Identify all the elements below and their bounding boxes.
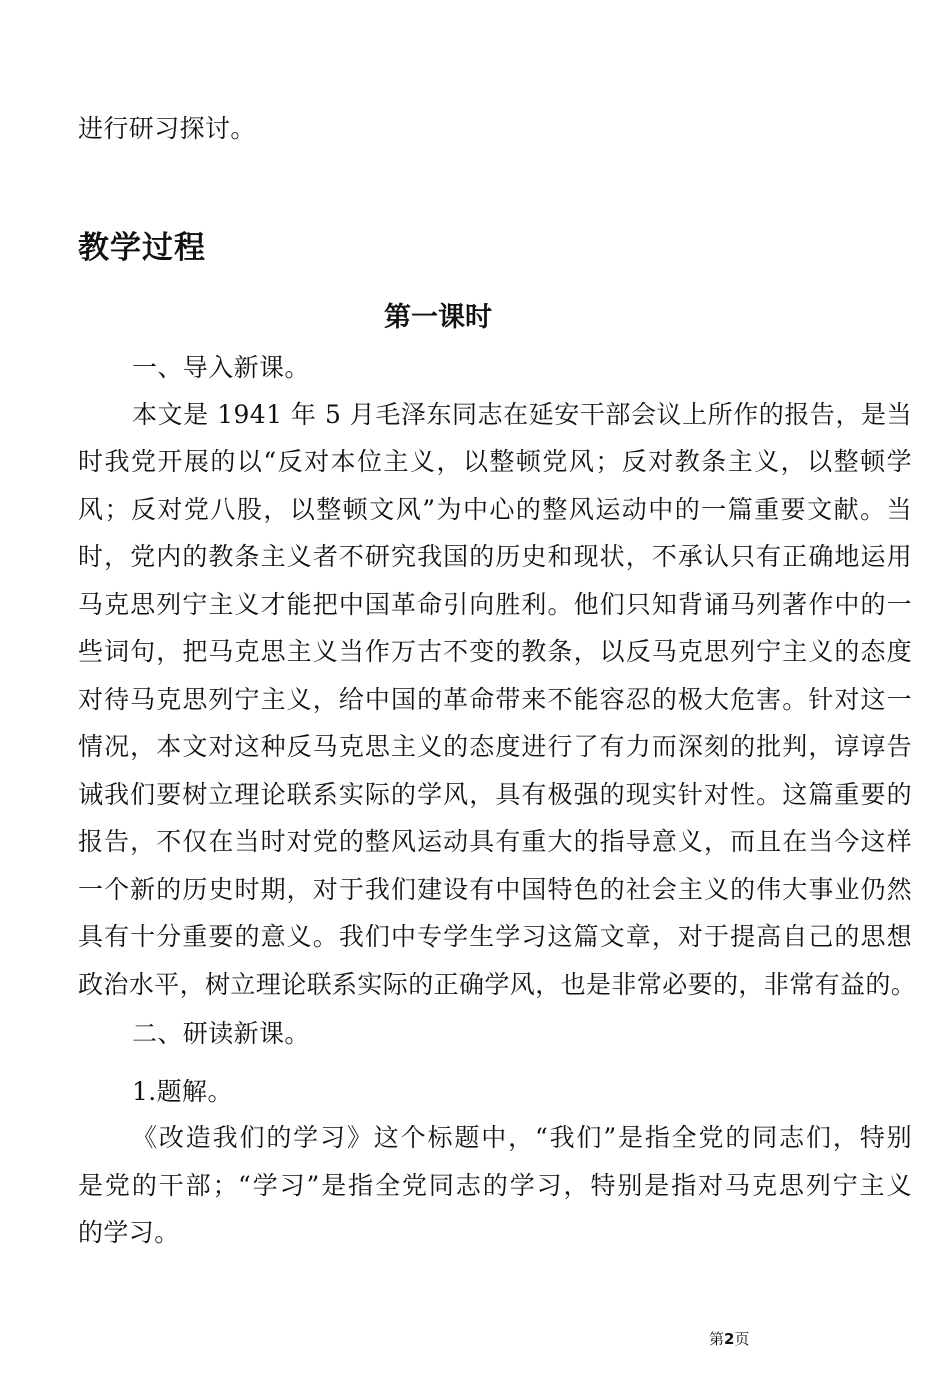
footer-suffix: 页 — [734, 1330, 750, 1348]
paragraph-line: 马克思列宁主义才能把中国革命引向胜利。他们只知背诵马列著作中的一 — [78, 590, 912, 619]
step2-heading: 二、研读新课。 — [132, 1019, 310, 1048]
paragraph-line: 对待马克思列宁主义，给中国的革命带来不能容忍的极大危害。针对这一 — [78, 685, 912, 714]
paragraph-line: 些词句，把马克思主义当作万古不变的教条，以反马克思列宁主义的态度 — [78, 637, 912, 666]
paragraph-line: 一个新的历史时期，对于我们建设有中国特色的社会主义的伟大事业仍然 — [78, 875, 912, 904]
lesson-title: 第一课时 — [384, 302, 492, 333]
paragraph-line: 《改造我们的学习》这个标题中，“我们”是指全党的同志们，特别 — [132, 1123, 912, 1152]
paragraph-line: 具有十分重要的意义。我们中专学生学习这篇文章，对于提高自己的思想 — [78, 922, 912, 951]
section-heading: 教学过程 — [78, 230, 206, 266]
page-number: 2 — [724, 1330, 735, 1348]
paragraph-line: 时我党开展的以“反对本位主义，以整顿党风；反对教条主义，以整顿学 — [78, 447, 912, 476]
paragraph-line: 报告，不仅在当时对党的整风运动具有重大的指导意义，而且在当今这样 — [78, 827, 912, 856]
paragraph-line: 是党的干部；“学习”是指全党同志的学习，特别是指对马克思列宁主义 — [78, 1171, 912, 1200]
paragraph-line: 政治水平，树立理论联系实际的正确学风，也是非常必要的，非常有益的。 — [78, 970, 917, 999]
step1-heading: 一、导入新课。 — [132, 353, 310, 382]
paragraph-line: 诫我们要树立理论联系实际的学风，具有极强的现实针对性。这篇重要的 — [78, 780, 912, 809]
page-footer — [709, 1329, 749, 1349]
subheading-title-explanation: 1.题解。 — [132, 1077, 233, 1106]
paragraph-line: 的学习。 — [78, 1218, 180, 1247]
intro-tail-text: 进行研习探讨。 — [78, 114, 256, 143]
paragraph-line: 时，党内的教条主义者不研究我国的历史和现状，不承认只有正确地运用 — [78, 542, 912, 571]
paragraph-line: 情况，本文对这种反马克思主义的态度进行了有力而深刻的批判，谆谆告 — [78, 732, 912, 761]
paragraph-line: 风；反对党八股，以整顿文风”为中心的整风运动中的一篇重要文献。当 — [78, 495, 912, 524]
paragraph-line: 本文是 1941 年 5 月毛泽东同志在延安干部会议上所作的报告，是当 — [132, 400, 912, 429]
footer-prefix: 第 — [709, 1330, 725, 1348]
